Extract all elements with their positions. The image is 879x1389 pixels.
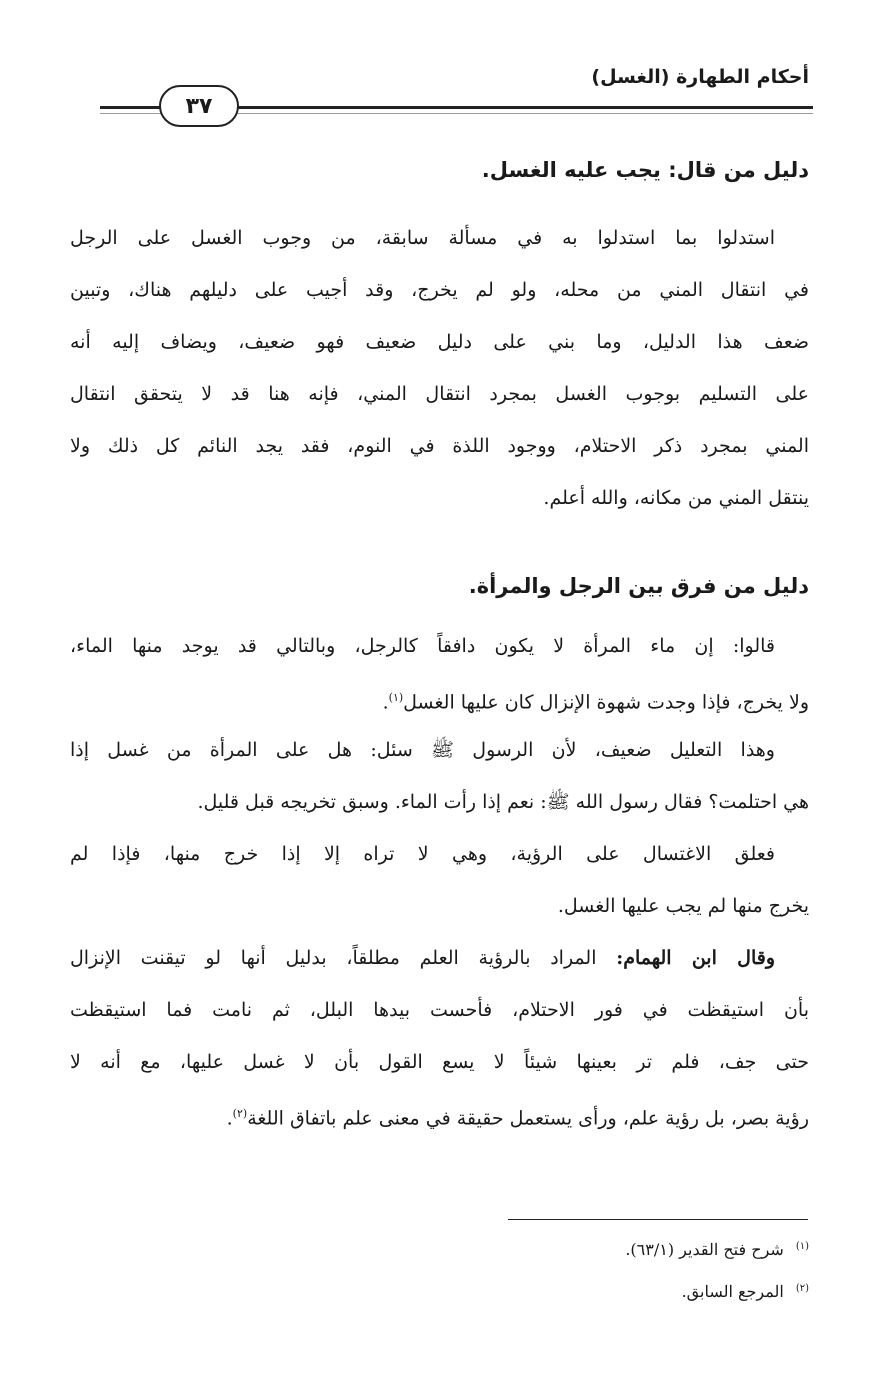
footnote-ref-2: (٢)	[232, 1107, 248, 1120]
footnote-1	[509, 1240, 809, 1259]
section-heading-2: دليل من فرق بين الرجل والمرأة.	[468, 574, 809, 598]
paragraph-line: ينتقل المني من مكانه، والله أعلم.	[543, 487, 809, 509]
page-number: ٣٧	[185, 93, 213, 119]
line-end: .	[382, 691, 389, 714]
paragraph-line: في انتقال المني من محله، ولو لم يخرج، وقد أجيب على دليلهم هناك، وتبين	[70, 279, 809, 301]
line-text: رؤية بصر، بل رؤية علم، ورأى يستعمل حقيقة في معنى علم باتفاق اللغة	[247, 1107, 809, 1130]
paragraph-line: حتى جف، فلم تر بعينها شيئاً لا يسع القول بأن لا غسل عليها، مع أنه لا	[70, 1051, 809, 1073]
paragraph-line: يخرج منها لم يجب عليها الغسل.	[557, 895, 809, 917]
page-number-badge	[159, 85, 239, 127]
paragraph-line: استدلوا بما استدلوا به في مسألة سابقة، من وجوب الغسل على الرجل	[70, 227, 775, 249]
running-head-title: أحكام الطهارة (الغسل)	[591, 66, 809, 88]
paragraph-line: المني بمجرد ذكر الاحتلام، ووجود اللذة في النوم، فقد يجد النائم كل ذلك ولا	[70, 435, 809, 457]
footnote-rule	[508, 1219, 808, 1220]
line-end: .	[226, 1107, 233, 1130]
footnote-2	[509, 1282, 809, 1301]
paragraph-line: ضعف هذا الدليل، وما بني على دليل ضعيف فهو ضعيف، ويضاف إليه أنه	[70, 331, 809, 353]
paragraph-line	[70, 938, 775, 978]
paragraph-line: فعلق الاغتسال على الرؤية، وهي لا تراه إلا إذا خرج منها، فإذا لم	[70, 843, 775, 865]
footnote-mark: (٢)	[795, 1282, 809, 1294]
paragraph-line: هي احتلمت؟ فقال رسول الله ﷺ: نعم إذا رأت الماء. وسبق تخريجه قبل قليل.	[197, 791, 809, 813]
paragraph-line: قالوا: إن ماء المرأة لا يكون دافقاً كالرجل، وبالتالي قد يوجد منها الماء،	[70, 635, 775, 657]
paragraph-line	[70, 1094, 809, 1134]
footnote-text: شرح فتح القدير (٦٣/١).	[625, 1240, 784, 1259]
footnote-ref-1: (١)	[388, 691, 404, 704]
line-text: ولا يخرج، فإذا وجدت شهوة الإنزال كان عليها الغسل	[403, 691, 809, 714]
footnote-mark: (١)	[795, 1240, 809, 1252]
quoted-author: وقال ابن الهمام:	[616, 947, 775, 969]
line-text: المراد بالرؤية العلم مطلقاً، بدليل أنها لو تيقنت الإنزال	[70, 947, 617, 969]
paragraph-line	[70, 678, 809, 718]
section-heading-1: دليل من قال: يجب عليه الغسل.	[481, 158, 809, 182]
paragraph-line: بأن استيقظت في فور الاحتلام، فأحست بيدها البلل، ثم نامت فما استيقظت	[70, 999, 809, 1021]
paragraph-line: وهذا التعليل ضعيف، لأن الرسول ﷺ سئل: هل على المرأة من غسل إذا	[70, 739, 775, 761]
footnote-text: المرجع السابق.	[681, 1282, 784, 1301]
paragraph-line: على التسليم بوجوب الغسل بمجرد انتقال المني، فإنه هنا قد لا يتحقق انتقال	[70, 383, 809, 405]
